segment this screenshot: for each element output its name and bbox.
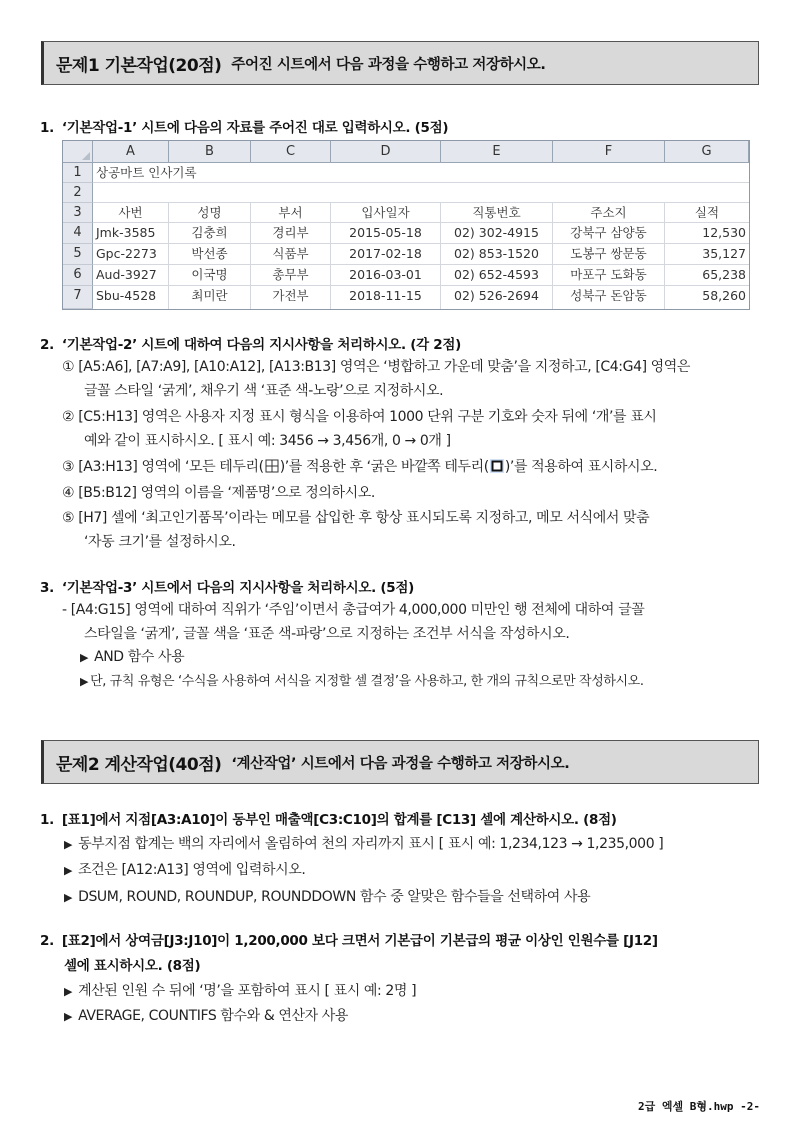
q3-item-2-text: AND 함수 사용: [94, 649, 185, 665]
c1-item-3: [64, 885, 590, 910]
c2-title-cont: 셀에 표시하시오. (8점): [64, 958, 201, 974]
cell-f7[interactable]: 성북구 돈암동: [553, 286, 665, 309]
all-borders-icon: [265, 459, 279, 473]
q2-item-1-cont: 글꼴 스타일 ‘굵게’, 채우기 색 ‘표준 색-노랑’으로 지정하시오.: [84, 383, 444, 399]
cell-a6[interactable]: Aud-3927: [93, 265, 169, 286]
cell-row2[interactable]: [93, 183, 749, 203]
cell-g4[interactable]: 12,530: [665, 223, 749, 244]
c2-item-2-text: AVERAGE, COUNTIFS 함수와 & 연산자 사용: [78, 1008, 349, 1024]
section2-header: [41, 740, 759, 784]
cell-e4[interactable]: 02) 302-4915: [441, 223, 553, 244]
row-header-7[interactable]: 7: [63, 286, 93, 309]
cell-e3[interactable]: 직통번호: [441, 203, 553, 223]
q2-title: [40, 333, 461, 353]
cell-g5[interactable]: 35,127: [665, 244, 749, 265]
q2-item-3-part1: ③ [A3:H13] 영역에 ‘모든 테두리(: [62, 459, 264, 475]
column-header-c[interactable]: C: [251, 141, 331, 163]
arrow-icon: ▶: [64, 838, 73, 851]
row-header-2[interactable]: 2: [63, 183, 93, 203]
c1-item-2-text: 조건은 [A12:A13] 영역에 입력하시오.: [78, 862, 306, 878]
cell-b3[interactable]: 성명: [169, 203, 251, 223]
q2-text: ‘기본작업-2’ 시트에 대하여 다음의 지시사항을 처리하시오. (각 2점): [61, 337, 461, 353]
q2-number: 2.: [40, 337, 54, 353]
cell-a4[interactable]: Jmk-3585: [93, 223, 169, 244]
q3-title: [40, 576, 414, 596]
q3-number: 3.: [40, 580, 54, 596]
arrow-icon: ▶: [80, 675, 89, 688]
q2-item-3: [62, 455, 657, 479]
arrow-icon: ▶: [64, 864, 73, 877]
cell-f3[interactable]: 주소지: [553, 203, 665, 223]
c2-text: [표2]에서 상여금[J3:J10]이 1,200,000 보다 크면서 기본급이 기본급의 평균 이상인 인원수를 [J12]: [61, 933, 658, 949]
q2-item-5: ⑤ [H7] 셀에 ‘최고인기품목’이라는 메모를 삽입한 후 항상 표시되도록 지정하고, 메모 서식에서 맞춤: [62, 510, 650, 526]
c1-item-1: [64, 832, 663, 857]
cell-a3[interactable]: 사번: [93, 203, 169, 223]
cell-d7[interactable]: 2018-11-15: [331, 286, 441, 309]
q2-item-2: ② [C5:H13] 영역은 사용자 지정 표시 형식을 이용하여 1000 단위 구분 기호와 숫자 뒤에 ‘개’를 표시: [62, 409, 657, 425]
spreadsheet: [62, 140, 750, 310]
q2-item-5-cont: ‘자동 크기’를 설정하시오.: [84, 534, 236, 550]
cell-b5[interactable]: 박선종: [169, 244, 251, 265]
cell-c3[interactable]: 부서: [251, 203, 331, 223]
cell-g3[interactable]: 실적: [665, 203, 749, 223]
column-header-f[interactable]: F: [553, 141, 665, 163]
cell-c4[interactable]: 경리부: [251, 223, 331, 244]
column-header-d[interactable]: D: [331, 141, 441, 163]
c2-item-1-text: 계산된 인원 수 뒤에 ‘명’을 포함하여 표시 [ 표시 예: 2명 ]: [78, 983, 417, 999]
column-header-e[interactable]: E: [441, 141, 553, 163]
cell-a7[interactable]: Sbu-4528: [93, 286, 169, 309]
q3-item-1: - [A4:G15] 영역에 대하여 직위가 ‘주임’이면서 총급여가 4,000,000 미만인 행 전체에 대하여 글꼴: [62, 602, 645, 618]
c2-title: [40, 929, 658, 949]
arrow-icon: ▶: [64, 1010, 73, 1023]
c1-title: [40, 808, 617, 828]
c2-item-1: [64, 979, 416, 1004]
cell-c6[interactable]: 총무부: [251, 265, 331, 286]
c1-item-2: [64, 858, 305, 883]
q3-text: ‘기본작업-3’ 시트에서 다음의 지시사항을 처리하시오. (5점): [61, 580, 414, 596]
cell-c7[interactable]: 가전부: [251, 286, 331, 309]
q3-item-1-cont: 스타일을 ‘굵게’, 글꼴 색을 ‘표준 색-파랑’으로 지정하는 조건부 서식을 작성하시오.: [84, 626, 570, 642]
q1-title: [40, 116, 448, 136]
q2-item-3-part2: )’를 적용한 후 ‘굵은 바깥쪽 테두리(: [279, 459, 489, 475]
c2-item-2: [64, 1004, 348, 1029]
cell-f5[interactable]: 도봉구 쌍문동: [553, 244, 665, 265]
arrow-icon: ▶: [64, 891, 73, 904]
cell-e6[interactable]: 02) 652-4593: [441, 265, 553, 286]
column-header-g[interactable]: G: [665, 141, 749, 163]
cell-e7[interactable]: 02) 526-2694: [441, 286, 553, 309]
cell-g7[interactable]: 58,260: [702, 288, 746, 303]
c1-text: [표1]에서 지점[A3:A10]이 동부인 매출액[C3:C10]의 합계를 [C13] 셀에 계산하시오. (8점): [61, 812, 617, 828]
q2-item-2-cont: 예와 같이 표시하시오. [ 표시 예: 3456 → 3,456개, 0 → 0개 ]: [84, 433, 451, 449]
q2-item-1: ① [A5:A6], [A7:A9], [A10:A12], [A13:B13] 영역은 ‘병합하고 가운데 맞춤’을 지정하고, [C4:G4] 영역은: [62, 359, 691, 375]
select-all-corner[interactable]: [63, 141, 93, 163]
cell-d6[interactable]: 2016-03-01: [331, 265, 441, 286]
cell-f6[interactable]: 마포구 도화동: [553, 265, 665, 286]
arrow-icon: ▶: [64, 985, 73, 998]
row-header-6[interactable]: 6: [63, 265, 93, 286]
cell-a1[interactable]: 상공마트 인사기록: [93, 163, 749, 183]
cell-c5[interactable]: 식품부: [251, 244, 331, 265]
q3-item-3: [80, 670, 644, 694]
row-header-5[interactable]: 5: [63, 244, 93, 265]
cell-e5[interactable]: 02) 853-1520: [441, 244, 553, 265]
c2-number: 2.: [40, 933, 54, 949]
arrow-icon: ▶: [80, 651, 89, 664]
q2-item-4: ④ [B5:B12] 영역의 이름을 ‘제품명’으로 정의하시오.: [62, 485, 375, 501]
row-header-1[interactable]: 1: [63, 163, 93, 183]
c1-item-3-text: DSUM, ROUND, ROUNDUP, ROUNDDOWN 함수 중 알맞은 함수들을 선택하여 사용: [78, 889, 591, 905]
q1-number: 1.: [40, 120, 54, 136]
section1-title: 문제1 기본작업(20점): [56, 55, 222, 76]
cell-g6[interactable]: 65,238: [665, 265, 749, 286]
c1-item-1-text: 동부지점 합계는 백의 자리에서 올림하여 천의 자리까지 표시 [ 표시 예: 1,234,123 → 1,235,000 ]: [78, 836, 664, 852]
thick-outside-border-icon: [490, 459, 504, 473]
cell-b6[interactable]: 이국명: [169, 265, 251, 286]
section2-title: 문제2 계산작업(40점): [56, 754, 222, 775]
row-header-3[interactable]: 3: [63, 203, 93, 223]
column-header-a[interactable]: A: [93, 141, 169, 163]
q3-item-3-text: 단, 규칙 유형은 ‘수식을 사용하여 서식을 지정할 셀 결정’을 사용하고, 한 개의 규칙으로만 작성하시오.: [90, 674, 644, 689]
section1-header: [41, 41, 759, 85]
row-header-4[interactable]: 4: [63, 223, 93, 244]
column-header-b[interactable]: B: [169, 141, 251, 163]
page-footer: 2급 엑셀 B형.hwp -2-: [638, 1100, 760, 1113]
cell-a5[interactable]: Gpc-2273: [93, 244, 169, 265]
cell-d5[interactable]: 2017-02-18: [331, 244, 441, 265]
c1-number: 1.: [40, 812, 54, 828]
cell-b7[interactable]: 최미란: [169, 286, 251, 309]
q2-item-3-part3: )’를 적용하여 표시하시오.: [504, 459, 658, 475]
section2-desc: ‘계산작업’ 시트에서 다음 과정을 수행하고 저장하시오.: [231, 755, 570, 772]
cell-d4[interactable]: 2015-05-18: [331, 223, 441, 244]
cell-b4[interactable]: 김충희: [169, 223, 251, 244]
cell-f4[interactable]: 강북구 삼양동: [553, 223, 665, 244]
section1-desc: 주어진 시트에서 다음 과정을 수행하고 저장하시오.: [231, 56, 546, 73]
cell-d3[interactable]: 입사일자: [331, 203, 441, 223]
q3-item-2: [80, 645, 184, 670]
q1-text: ‘기본작업-1’ 시트에 다음의 자료를 주어진 대로 입력하시오. (5점): [61, 120, 449, 136]
